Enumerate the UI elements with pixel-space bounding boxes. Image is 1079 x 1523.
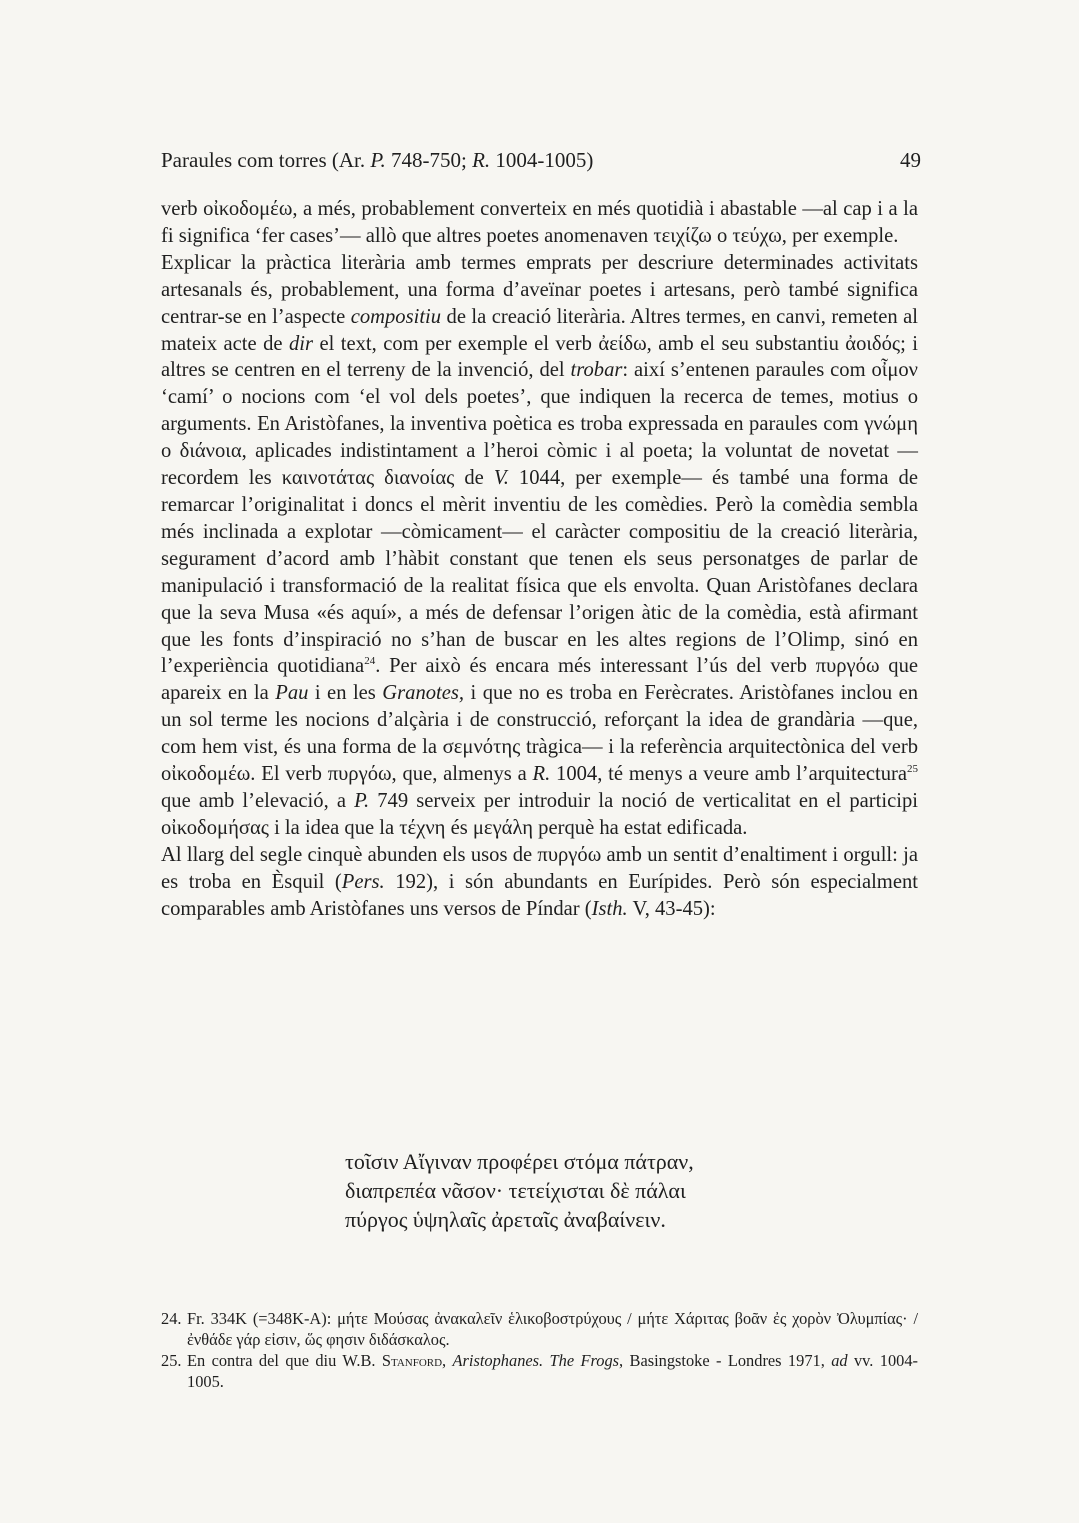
verse-quotation xyxy=(345,1147,815,1234)
footnote-text: En contra del que diu W.B. Stanford, Aristophanes. The Frogs, Basingstoke - Londres 1971, ad vv. 1004-1005. xyxy=(187,1351,919,1391)
footnotes xyxy=(161,1309,918,1392)
running-head xyxy=(161,146,921,174)
footnote-number: 24. xyxy=(161,1309,182,1328)
footnote-ref-24[interactable]: 24 xyxy=(364,655,376,668)
footnote-24 xyxy=(161,1309,918,1350)
body-text xyxy=(161,196,918,922)
verse-line: διαπρεπέα νᾶσον· τετείχισται δὲ πάλαι xyxy=(345,1178,686,1203)
page-number: 49 xyxy=(900,148,921,172)
footnote-number: 25. xyxy=(161,1351,182,1370)
verse-line: τοῖσιν Αἴγιναν προφέρει στόμα πάτραν, xyxy=(345,1149,694,1174)
running-head-title: Paraules com torres (Ar. P. 748-750; R. 1004-1005) xyxy=(161,148,594,172)
footnote-25 xyxy=(161,1351,918,1392)
verse-line: πύργος ὑψηλαῖς ἀρεταῖς ἀναβαίνειν. xyxy=(345,1207,666,1232)
footnote-ref-25[interactable]: 25 xyxy=(907,763,918,776)
paragraph-1: verb οἰκοδομέω, a més, probablement converteix en més quotidià i abastable —al cap i a la fi significa ‘fer cases’— allò que altres poetes anomenaven τειχίζω o τεύχω, per exemple. xyxy=(161,198,918,247)
paragraph-2: Explicar la pràctica literària amb termes emprats per descriure determinades activitats artesanals és, probablement, una forma d’aveïnar poetes i artesans, però també significa centrar-se en l’aspecte compositiu de la creació literària. Altres termes, en canvi, remeten al mateix acte de dir el text, com per exemple el verb ἀείδω, amb el seu substantiu ἀοιδός; i altres se centren en el terreny de la invenció, del trobar: així s’entenen paraules com οἶμον ‘camí’ o nocions com ‘el vol dels poetes’, que indiquen la recerca de temes, motius o arguments. En Aristòfanes, la inventiva poètica es troba expressada en paraules com γνώμη o διάνοια, aplicades indistintament a l’heroi còmic i al poeta; la voluntat de novetat —recordem les καινοτάτας διανοίας de V. 1044, per exemple— és també una forma de remarcar l’originalitat i doncs el mèrit inventiu de les comèdies. Però la comèdia sembla més inclinada a explotar —còmicament— el caràcter compositiu de la creació literària, segurament d’acord amb l’hàbit constant que tenen els seus personatges de parlar de manipulació i transformació de la realitat física que els envolta. Quan Aristòfanes declara que la seva Musa «és aquí», a més de defensar l’origen àtic de la comèdia, està afirmant que les fonts d’inspiració no s’han de buscar en les altes regions de l’Olimp, sinó en l’experiència quotidiana$^{24}$. Per això és encara més interessant l’ús del verb πυργόω que apareix en la Pau i en les Granotes, i que no es troba en Ferècrates. Aristòfanes inclou en un sol terme les nocions d’alçària i de construcció, reforçant la idea de grandària —que, com hem vist, és una forma de la σεμνότης tràgica— i la referència arquitectònica del verb οἰκοδομέω. El verb πυργόω, que, almenys a R. 1004, té menys a veure amb l’arquitectura$^{25}$ que amb l’elevació, a P. 749 serveix per introduir la noció de verticalitat en el participi οἰκοδομήσας i la idea que la τέχνη és μεγάλη perquè ha estat edificada. xyxy=(161,251,919,839)
paragraph-3: Al llarg del segle cinquè abunden els usos de πυργόω amb un sentit d’enaltiment i orgull: ja es troba en Èsquil (Pers. 192), i són abundants en Eurípides. Però són especialment comparables amb Aristòfanes uns versos de Píndar (Isth. V, 43-45): xyxy=(161,843,918,920)
footnote-text: Fr. 334K (=348K-A): μήτε Μούσας ἀνακαλεῖν ἑλικοβοστρύχους / μήτε Χάριτας βοᾶν ἐς χορὸν Ὀλυμπίας· / ἐνθάδε γάρ εἰσιν, ὥς φησιν διδάσκαλος. xyxy=(187,1309,918,1349)
